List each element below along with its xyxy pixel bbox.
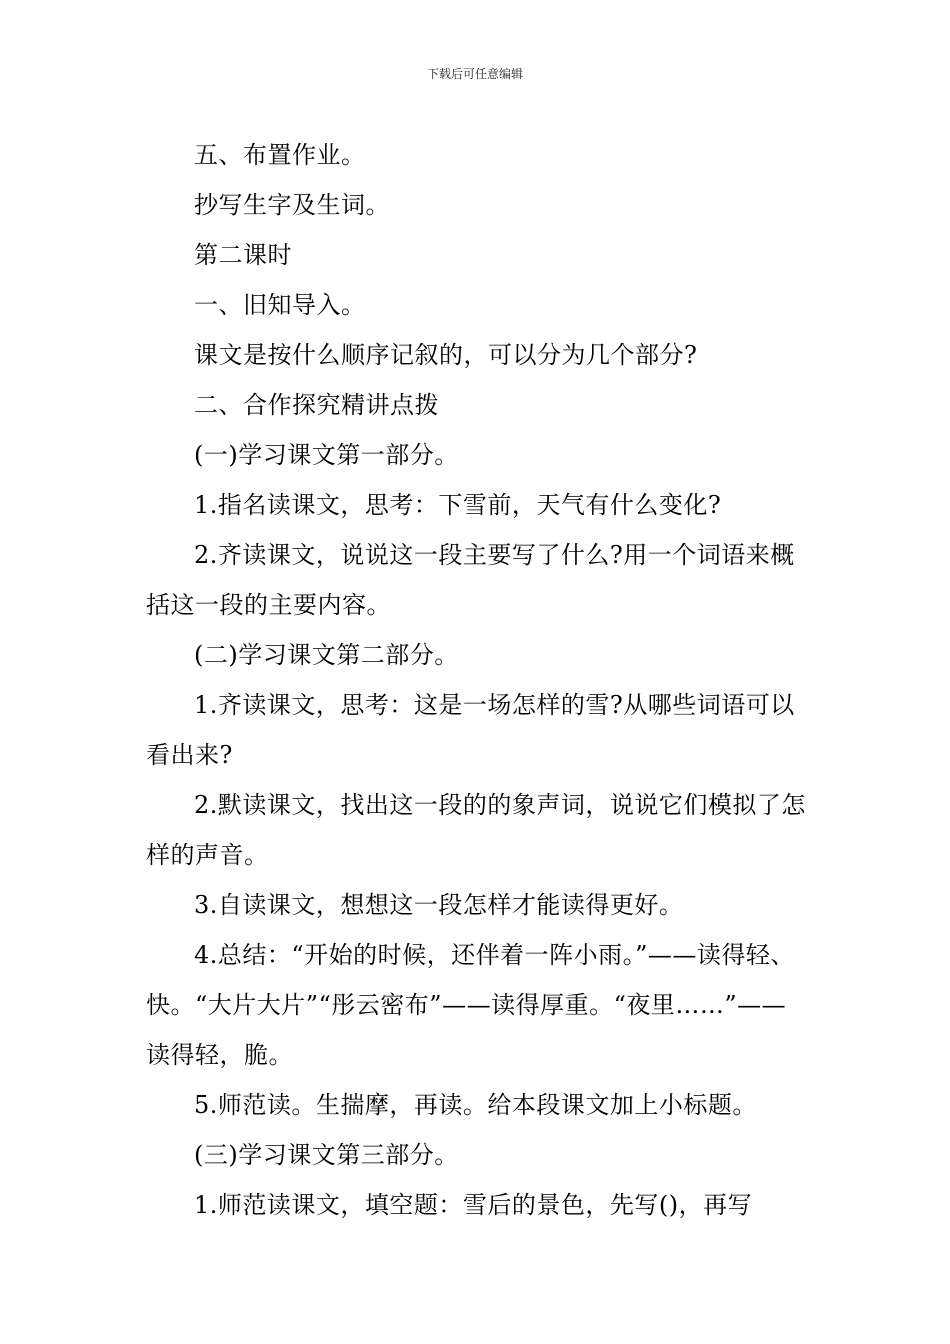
paragraph-part-two-item-3: 3.自读课文，想想这一段怎样才能读得更好。 [194, 891, 684, 919]
page-header: 下载后可任意编辑 [426, 67, 523, 81]
paragraph-order-question: 课文是按什么顺序记叙的，可以分为几个部分? [194, 341, 698, 369]
paragraph-part-two-item-1: 1.齐读课文，思考：这是一场怎样的雪?从哪些词语可以看出来? [146, 691, 795, 769]
paragraph-second-lesson: 第二课时 [194, 241, 292, 269]
paragraph-review-intro: 一、旧知导入。 [194, 291, 366, 319]
paragraph-assign-homework: 五、布置作业。 [194, 141, 366, 169]
paragraph-part-two-item-5: 5.师范读。生揣摩，再读。给本段课文加上小标题。 [194, 1091, 757, 1119]
paragraph-part-one-item-1: 1.指名读课文，思考：下雪前，天气有什么变化? [194, 491, 722, 519]
paragraph-part-one: (一)学习课文第一部分。 [194, 441, 459, 469]
paragraph-part-two-item-4: 4.总结：“开始的时候，还伴着一阵小雨。”——读得轻、快。“大片大片”“彤云密布”——读得厚重。“夜里……”——读得轻，脆。 [146, 941, 795, 1069]
document-body [146, 130, 808, 1230]
paragraph-part-one-item-2: 2.齐读课文，说说这一段主要写了什么?用一个词语来概括这一段的主要内容。 [146, 541, 795, 619]
paragraph-part-three: (三)学习课文第三部分。 [194, 1141, 459, 1169]
paragraph-part-two: (二)学习课文第二部分。 [194, 641, 459, 669]
paragraph-part-three-item-1: 1.师范读课文，填空题：雪后的景色，先写()，再写 [194, 1191, 753, 1219]
paragraph-part-two-item-2: 2.默读课文，找出这一段的的象声词，说说它们模拟了怎样的声音。 [146, 791, 806, 869]
paragraph-copy-words: 抄写生字及生词。 [194, 191, 390, 219]
paragraph-cooperative-explore: 二、合作探究精讲点拨 [194, 391, 439, 419]
